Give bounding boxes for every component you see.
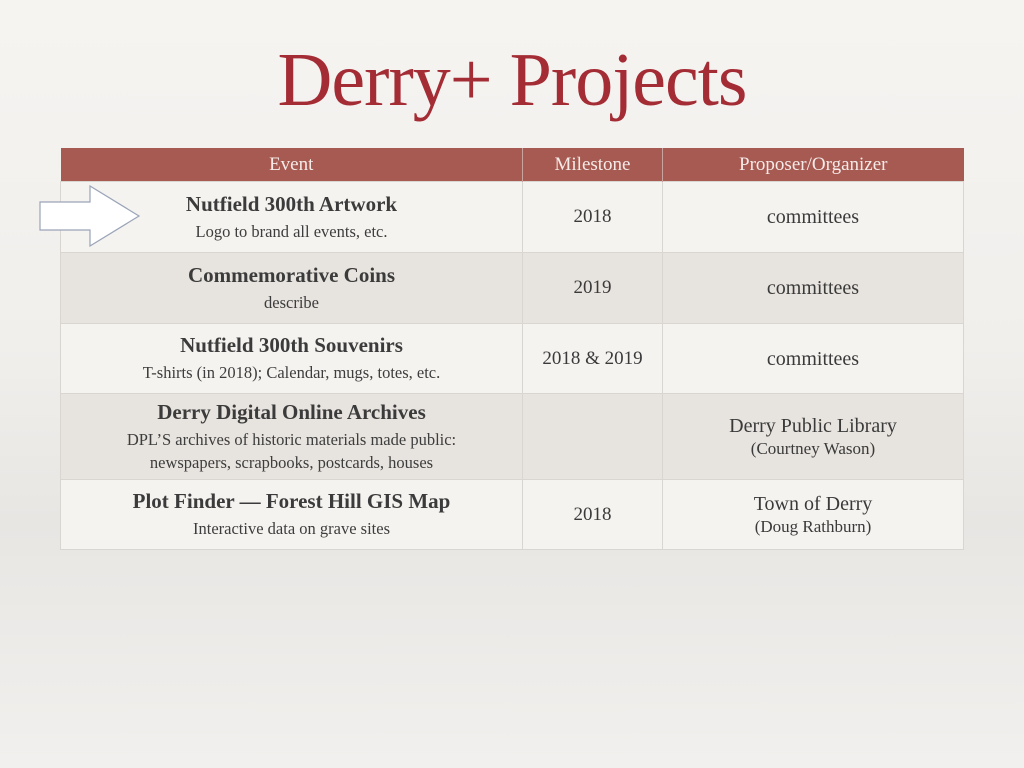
slide-title: Derry+ Projects: [277, 38, 747, 122]
table-row: [61, 182, 964, 253]
event-title: Derry Digital Online Archives: [157, 399, 426, 424]
column-header-organizer: Proposer/Organizer: [663, 148, 964, 182]
table-header-row: [61, 148, 964, 182]
event-cell: [61, 253, 523, 324]
event-description-line-2: newspapers, scrapbooks, postcards, houses: [149, 452, 434, 472]
organizer-cell: [663, 480, 964, 550]
organizer-name: Town of Derry: [753, 492, 873, 515]
event-title: Nutfield 300th Artwork: [185, 191, 398, 216]
table-row: [61, 324, 964, 394]
organizer-cell: [663, 182, 964, 253]
table-row: [61, 394, 964, 480]
organizer-cell: [663, 394, 964, 480]
organizer-cell: [663, 324, 964, 394]
organizer-contact: (Doug Rathburn): [754, 516, 872, 536]
organizer-name: Derry Public Library: [729, 414, 897, 437]
column-header-milestone: Milestone: [523, 148, 663, 182]
table-row: [61, 253, 964, 324]
event-cell: [61, 394, 523, 480]
event-title: Nutfield 300th Souvenirs: [180, 333, 403, 357]
milestone-cell: 2019: [523, 253, 663, 324]
right-arrow-icon: [39, 185, 141, 247]
event-description-line-1: DPL’S archives of historic materials made public:: [126, 429, 457, 449]
milestone-cell: [523, 394, 663, 480]
event-title: Commemorative Coins: [187, 262, 396, 287]
organizer-name: committees: [766, 277, 860, 299]
column-header-event: Event: [61, 148, 523, 182]
event-title: Plot Finder — Forest Hill GIS Map: [132, 489, 451, 513]
event-description: T-shirts (in 2018); Calendar, mugs, totes, etc.: [142, 363, 441, 382]
organizer-name: committees: [766, 347, 860, 370]
event-cell: [61, 480, 523, 550]
table-row: [61, 480, 964, 550]
milestone-cell: 2018: [523, 480, 663, 550]
projects-table: [60, 148, 964, 550]
event-description: [67, 428, 516, 474]
milestone-cell: 2018 & 2019: [523, 324, 663, 394]
organizer-name: committees: [766, 206, 860, 228]
event-description: describe: [264, 292, 319, 312]
event-description: Logo to brand all events, etc.: [195, 221, 388, 241]
event-description: Interactive data on grave sites: [193, 519, 390, 538]
organizer-cell: [663, 253, 964, 324]
organizer-contact: (Courtney Wason): [750, 438, 876, 458]
milestone-cell: 2018: [523, 182, 663, 253]
event-cell: [61, 324, 523, 394]
